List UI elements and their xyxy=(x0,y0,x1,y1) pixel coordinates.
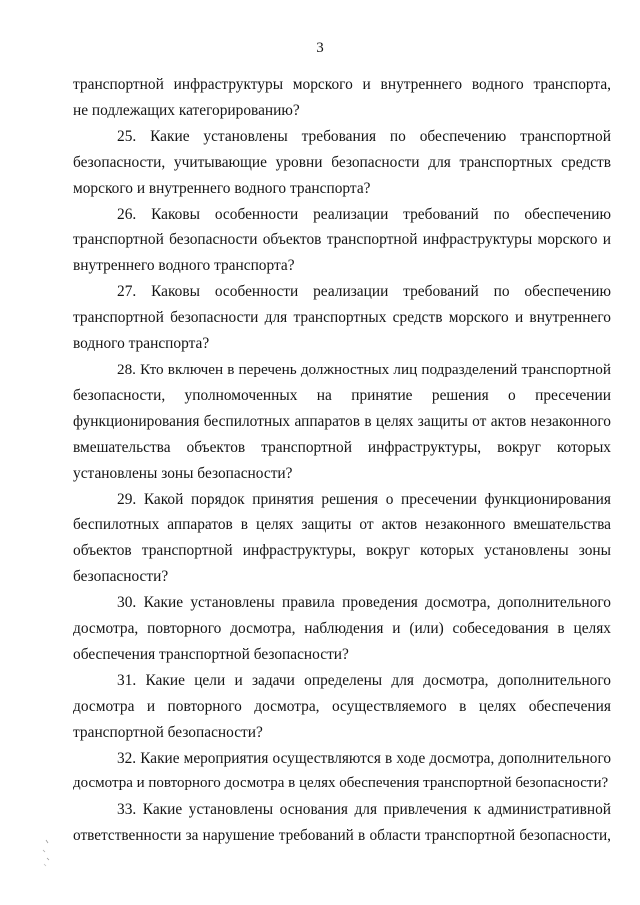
paragraph-continuation xyxy=(73,72,611,124)
text-line: транспортной безопасности объектов транспортной инфраструктуры морского и xyxy=(73,231,611,249)
page-number: 3 xyxy=(316,40,324,56)
text-line: функционирования беспилотных аппаратов в целях защиты от актов незаконного xyxy=(73,412,611,430)
text-line: безопасности? xyxy=(73,568,169,586)
text-line: 25. Какие установлены требования по обеспечению транспортной xyxy=(117,127,611,145)
text-line: досмотра и повторного досмотра в целях обеспечения транспортной безопасности? xyxy=(73,775,609,792)
question-32 xyxy=(73,746,611,798)
document-body xyxy=(73,72,611,849)
text-line: ответственности за нарушение требований в области транспортной безопасности, xyxy=(73,827,611,845)
text-line: 27. Каковы особенности реализации требований по обеспечению xyxy=(117,283,611,301)
text-line: безопасности, уполномоченных на принятие решения о пресечении xyxy=(73,386,611,404)
text-line: 28. Кто включен в перечень должностных лиц подразделений транспортной xyxy=(117,360,611,378)
text-line: транспортной безопасности? xyxy=(73,723,263,741)
question-30 xyxy=(73,590,611,668)
text-line: не подлежащих категорированию? xyxy=(73,101,300,119)
text-line: водного транспорта? xyxy=(73,335,210,353)
text-line: 30. Какие установлены правила проведения досмотра, дополнительного xyxy=(117,594,611,612)
text-line: 31. Какие цели и задачи определены для досмотра, дополнительного xyxy=(117,671,611,689)
question-29 xyxy=(73,487,611,591)
text-line: 29. Какой порядок принятия решения о пресечении функционирования xyxy=(117,490,611,508)
text-line: морского и внутреннего водного транспорта? xyxy=(73,179,371,197)
question-31 xyxy=(73,668,611,746)
text-line: 33. Какие установлены основания для привлечения к административной xyxy=(117,801,611,819)
text-line: безопасности, учитывающие уровни безопасности для транспортных средств xyxy=(73,153,611,171)
text-line: внутреннего водного транспорта? xyxy=(73,257,295,275)
question-26 xyxy=(73,202,611,280)
text-line: транспортной инфраструктуры морского и внутреннего водного транспорта, xyxy=(73,76,611,93)
text-line: объектов транспортной инфраструктуры, вокруг которых установлены зоны xyxy=(73,542,611,560)
text-line: 26. Каковы особенности реализации требований по обеспечению xyxy=(117,205,611,223)
text-line: досмотра, повторного досмотра, наблюдения и (или) собеседования в целях xyxy=(73,620,611,638)
text-line: обеспечения транспортной безопасности? xyxy=(73,645,349,663)
text-line: досмотра и повторного досмотра, осуществляемого в целях обеспечения xyxy=(73,697,611,715)
text-line: вмешательства объектов транспортной инфраструктуры, вокруг которых xyxy=(73,438,611,456)
text-line: беспилотных аппаратов в целях защиты от актов незаконного вмешательства xyxy=(73,516,611,534)
question-27 xyxy=(73,279,611,357)
text-line: 32. Какие мероприятия осуществляются в ходе досмотра, дополнительного xyxy=(117,749,611,767)
question-25 xyxy=(73,124,611,202)
question-33 xyxy=(73,797,611,849)
text-line: транспортной безопасности для транспортных средств морского и внутреннего xyxy=(73,309,611,327)
scan-artifact-marks xyxy=(40,838,62,868)
text-line: установлены зоны безопасности? xyxy=(73,464,293,482)
question-28 xyxy=(73,357,611,487)
